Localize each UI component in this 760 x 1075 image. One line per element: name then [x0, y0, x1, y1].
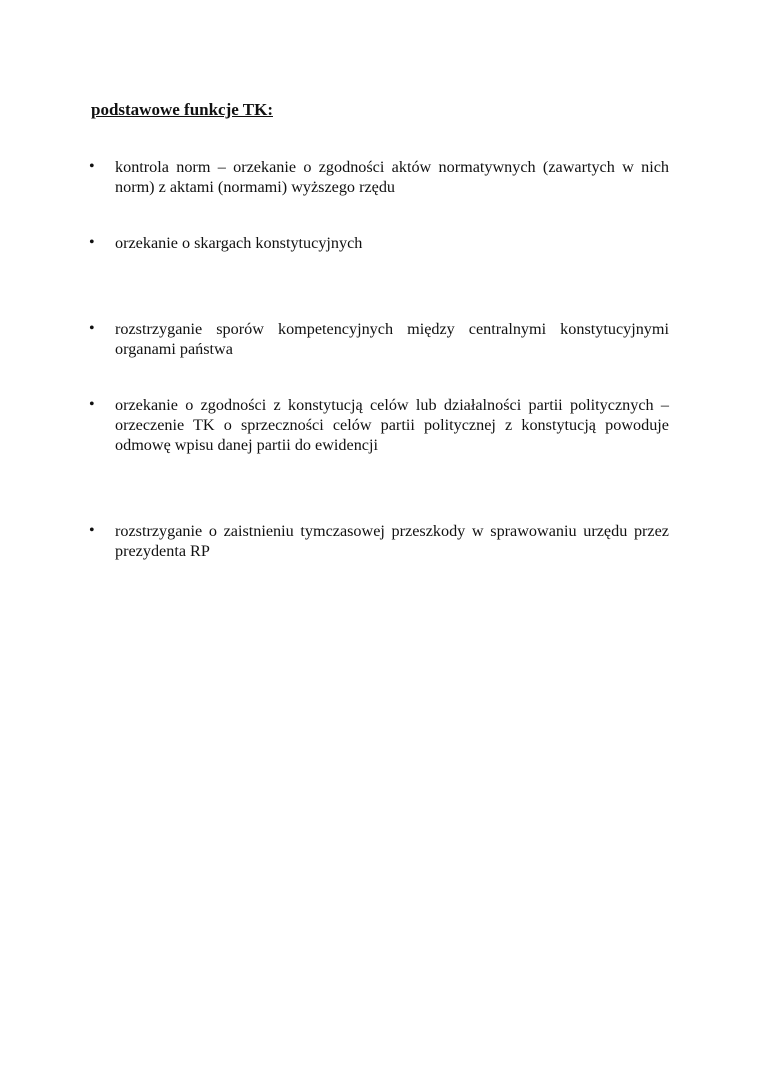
bullet-icon: •: [89, 158, 95, 175]
bullet-icon: •: [89, 522, 95, 539]
list-item: [89, 395, 669, 455]
list-item-text: kontrola norm – orzekanie o zgodności aktów normatywnych (zawartych w nich norm) z aktami (normami) wyższego rzędu: [115, 158, 669, 196]
list-item-text: orzekanie o skargach konstytucyjnych: [115, 234, 363, 252]
list-item: [89, 157, 669, 197]
list-item: [89, 521, 669, 561]
list-item-text: orzekanie o zgodności z konstytucją celów lub działalności partii politycznych – orzeczenie TK o sprzeczności celów partii politycznej z konstytucją powoduje odmowę wpisu danej partii do ewidencji: [115, 396, 669, 454]
list-item: [89, 233, 669, 253]
bullet-icon: •: [89, 320, 95, 337]
bullet-icon: •: [89, 396, 95, 413]
list-item-text: rozstrzyganie sporów kompetencyjnych między centralnymi konstytucyjnymi organami państwa: [115, 320, 669, 358]
list-item: [89, 319, 669, 359]
section-heading: podstawowe funkcje TK:: [91, 100, 273, 119]
bullet-icon: •: [89, 234, 95, 251]
list-item-text: rozstrzyganie o zaistnieniu tymczasowej przeszkody w sprawowaniu urzędu przez prezydenta RP: [115, 522, 669, 560]
